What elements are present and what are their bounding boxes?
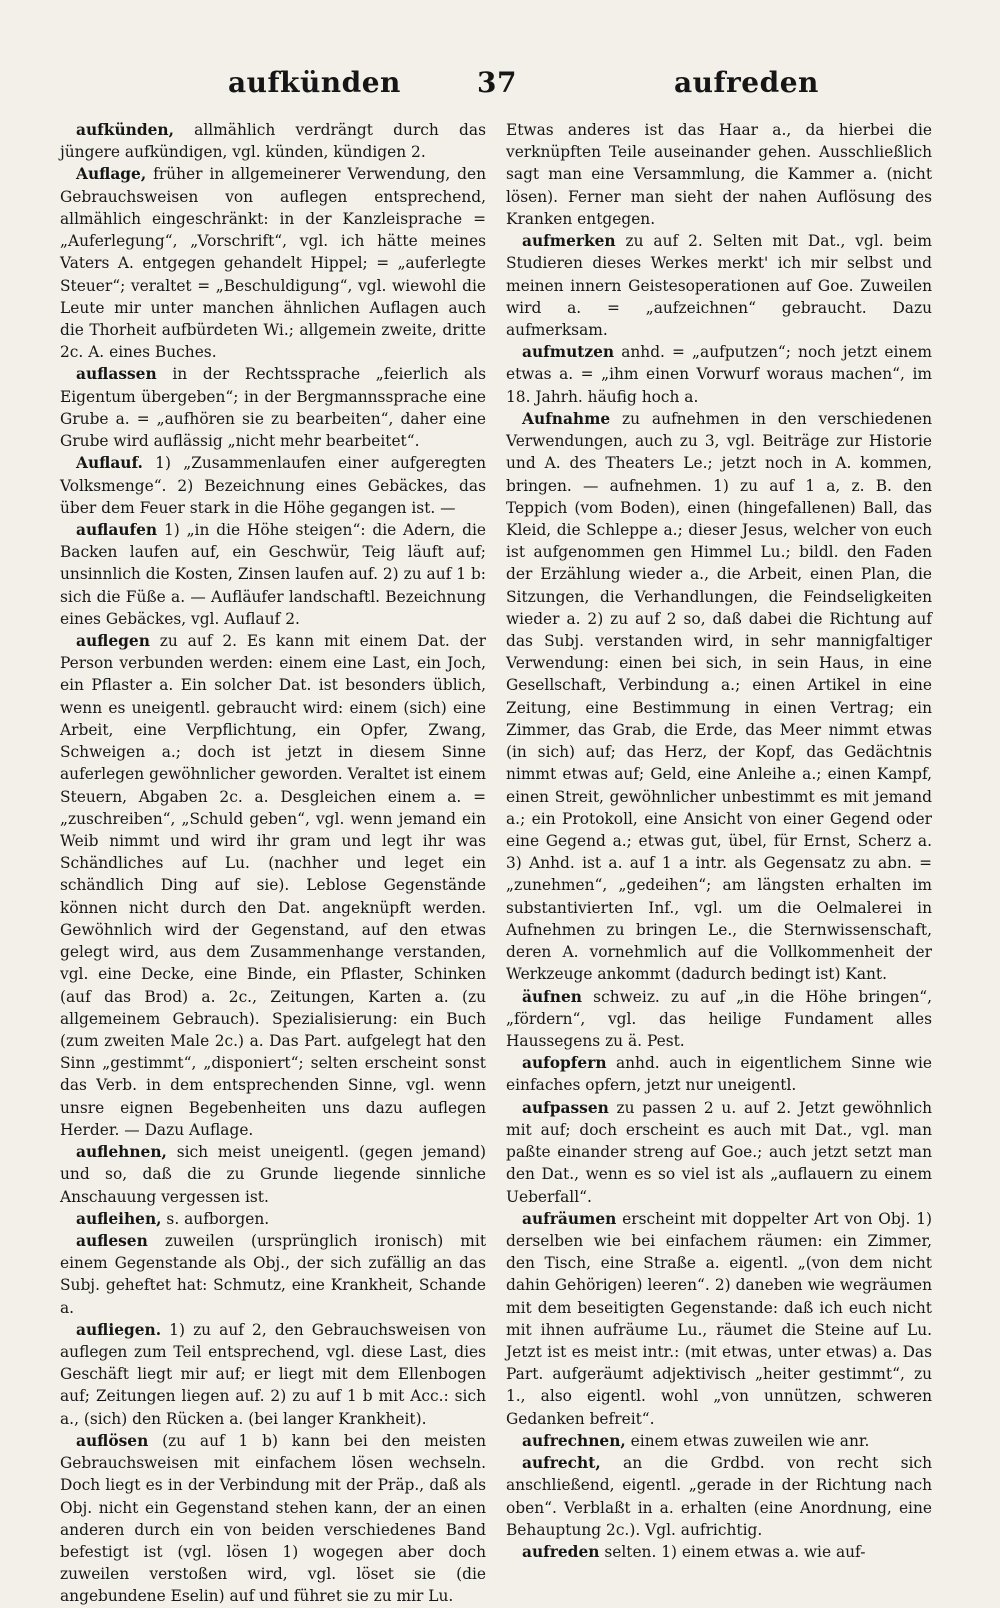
entry-text: 1) „in die Höhe steigen“: die Adern, die Backen laufen auf, ein Geschwür, Teig läuft auf; unsinnlich die Kosten, Zinsen laufen auf. 2) zu auf 1 b: sich die Füße a. — Aufläufer landschaftl. Bezeichnung eines Gebäckes, vgl. Auflauf 2. — [60, 520, 486, 628]
entry-text: zu auf 2. Es kann mit einem Dat. der Person verbunden werden: einem eine Last, ein Joch, ein Pflaster a. Ein solcher Dat. ist besonders üblich, wenn es uneigentl. gebraucht wird: einem (sich) eine Arbeit, eine Verpflichtung, ein Opfer, Zwang, Schweigen a.; doch ist jetzt in diesem Sinne auferlegen gewöhnlicher geworden. Veraltet ist einem Steuern, Abgaben 2c. a. Desgleichen einem a. = „zuschreiben“, „Schuld geben“, vgl. wenn jemand ein Weib nimmt und wird ihr gram und legt ihr was Schändliches auf Lu. (nachher und leget ein schändlich Ding auf sie). Leblose Gegenstände können nicht durch den Dat. angeknüpft werden. Gewöhnlich wird der Gegenstand, auf den etwas gelegt wird, aus dem Zusammenhange verstanden, vgl. eine Decke, eine Binde, ein Pflaster, Schinken (auf das Brod) a. 2c., Zeitungen, Karten a. (zu allgemeinem Gebrauch). Spezialisierung: ein Buch (zum zweiten Male 2c.) a. Das Part. aufgelegt hat den Sinn „gestimmt“, „disponiert“; selten erscheint sonst das Verb. in dem entsprechenden Sinne, vgl. wenn unsre eignen Begebenheiten uns dazu auflegen Herder. — Dazu Auflage. — [60, 632, 486, 1139]
header-right-keyword: aufreden — [674, 66, 819, 99]
entry-text: Etwas anderes ist das Haar a., da hierbei die verknüpften Teile auseinander gehen. Ausschließlich sagt man eine Versammlung, die Kammer a. (nicht lösen). Ferner man sieht der nahen Auflösung des Kranken entgegen. — [506, 121, 932, 228]
entry-aufraeumen — [506, 1208, 932, 1430]
left-column — [60, 119, 486, 1608]
entry-text: 1) zu auf 2, den Gebrauchsweisen von auflegen zum Teil entsprechend, vgl. diese Last, dies Geschäft liegt mir auf; er liegt mit dem Ellenbogen auf; Zeitungen liegen auf. 2) zu auf 1 b mit Acc.: sich a., (sich) den Rücken a. (bei langer Krankheit). — [60, 1320, 486, 1428]
entry-text: zu auf 2. Selten mit Dat., vgl. beim Studieren dieses Werkes merkt' ich mir selbst und meinen innern Geistesoperationen auf Goe. Zuweilen wird a. = „aufzeichnen“ gebraucht. Dazu aufmerksam. — [506, 232, 932, 339]
entry-aufloesen-continued — [506, 119, 932, 230]
entry-text: anhd. auch in eigentlichem Sinne wie einfaches opfern, jetzt nur uneigentl. — [506, 1054, 932, 1095]
entry-aufleihen — [60, 1208, 486, 1230]
entry-text: einem etwas zuweilen wie anr. — [625, 1431, 870, 1450]
entry-text: 1) „Zusammenlaufen einer aufgeregten Volksmenge“. 2) Bezeichnung eines Gebäckes, das über dem Feuer stark in die Höhe gegangen ist. — — [60, 454, 486, 517]
entry-headword: aufreden — [522, 1543, 600, 1561]
entry-headword: aufkünden, — [76, 121, 174, 139]
entry-aufkuenden — [60, 119, 486, 163]
entry-text: an die Grdbd. von recht sich anschließend, eigentl. „gerade in der Richtung nach oben“. Verblaßt in a. erhalten (eine Anordnung, eine Behauptung 2c.). Vgl. aufrichtig. — [506, 1454, 932, 1539]
entry-aufreden — [506, 1541, 932, 1563]
entry-text: selten. 1) einem etwas a. wie auf- — [599, 1543, 866, 1561]
entry-auflesen — [60, 1230, 486, 1319]
running-header — [0, 66, 1000, 106]
entry-headword: äufnen — [522, 987, 582, 1006]
entry-text: erscheint mit doppelter Art von Obj. 1) derselben wie bei einfachem räumen: ein Zimmer, den Tisch, eine Straße a. eigentl. „(von dem nicht dahin Gehörigen) leeren“. 2) daneben wie wegräumen mit dem beseitigten Gegenstande: daß ich euch nicht mit ihnen aufräume Lu., räumet die Steine auf Lu. Jetzt ist es meist intr.: (mit etwas, unter etwas) a. Das Part. aufgeräumt adjektivisch „heiter gestimmt“, zu 1., also eigentl. wohl „von unnützen, schweren Gedanken befreit“. — [506, 1209, 932, 1428]
right-column — [506, 119, 932, 1563]
entry-headword: auflegen — [76, 632, 150, 651]
entry-auflehnen — [60, 1141, 486, 1208]
entry-text: s. aufborgen. — [161, 1209, 270, 1228]
entry-headword: aufrecht, — [522, 1454, 601, 1473]
entry-auflage — [60, 163, 486, 363]
entry-headword: aufrechnen, — [522, 1431, 626, 1450]
entry-aufmutzen — [506, 341, 932, 408]
entry-text: (zu auf 1 b) kann bei den meisten Gebrauchsweisen mit einfachem lösen wechseln. Doch liegt es in der Verbindung mit der Präp., daß als Obj. nicht ein Gegenstand stehen kann, der an einen anderen durch ein von beiden verschiedenes Band befestigt ist (vgl. lösen 1) wogegen aber doch zuweilen verstoßen wird, vgl. löset sie (die angebundene Eselin) auf und führet sie zu mir Lu. — [60, 1431, 486, 1606]
entry-headword: Auflage, — [76, 165, 147, 184]
entry-aufnahme — [506, 408, 932, 986]
entry-headword: Aufnahme — [522, 409, 611, 428]
entry-headword: aufopfern — [522, 1054, 607, 1073]
entry-aufopfern — [506, 1052, 932, 1096]
entry-headword: aufräumen — [522, 1209, 617, 1228]
entry-headword: auflösen — [76, 1431, 149, 1450]
entry-aufrechnen — [506, 1430, 932, 1452]
entry-headword: aufmerken — [522, 232, 616, 251]
entry-text: schweiz. zu auf „in die Höhe bringen“, „fördern“, vgl. das heilige Fundament alles Haussegens zu ä. Pest. — [506, 987, 932, 1050]
entry-aufloesen — [60, 1430, 486, 1608]
entry-headword: aufliegen. — [76, 1320, 162, 1339]
entry-headword: aufpassen — [522, 1098, 609, 1117]
entry-headword: aufleihen, — [76, 1209, 162, 1228]
entry-text: allmählich verdrängt durch das jüngere aufkündigen, vgl. künden, kündigen 2. — [60, 121, 486, 162]
entry-text: zu aufnehmen in den verschiedenen Verwendungen, auch zu 3, vgl. Beiträge zur Historie und A. des Theaters Le.; jetzt noch in A. kommen, bringen. — aufnehmen. 1) zu auf 1 a, z. B. den Teppich (vom Boden), einen (hingefallenen) Ball, das Kleid, die Schleppe a.; dieser Jesus, welcher von euch ist aufgenommen gen Himmel Lu.; bildl. den Faden der Erzählung wieder a., die Arbeit, einen Plan, die Sitzungen, die Verhandlungen, die Feindseligkeiten wieder a. 2) zu auf 2 so, daß dabei die Richtung auf das Subj. verstanden wird, in sehr mannigfaltiger Verwendung: einen bei sich, in sein Haus, in eine Gesellschaft, Verbindung a.; einen Artikel in eine Zeitung, eine Bestimmung in einen Vertrag; ein Zimmer, das Grab, die Erde, das Meer nimmt etwas (in sich) auf; das Herz, der Kopf, das Gedächtnis nimmt etwas auf; Geld, eine Anleihe a.; einen Kampf, einen Streit, gewöhnlicher unbestimmt es mit jemand a.; ein Protokoll, eine Ansicht von einer Gegend oder eine Gegend a.; etwas gut, übel, für Ernst, Scherz a. 3) Anhd. ist a. auf 1 a intr. als Gegensatz zu abn. = „zunehmen“, „gedeihen“; am längsten erhalten im substantivierten Inf., vgl. um die Oelmalerei in Aufnehmen zu bringen Le., die Sternwissenschaft, deren A. vornehmlich auf die Vollkommenheit der Werkzeuge ankommt (dadurch bedingt ist) Kant. — [506, 409, 932, 984]
entry-text: zu passen 2 u. auf 2. Jetzt gewöhnlich mit auf; doch erscheint es auch mit Dat., vgl. man paßte einander streng auf Goe.; auch jetzt setzt man den Dat., wenn es so viel ist als „auflauern zu einem Ueberfall“. — [506, 1098, 932, 1206]
entry-aufrecht — [506, 1452, 932, 1541]
entry-headword: auflesen — [76, 1231, 148, 1250]
entry-headword: auflaufen — [76, 520, 158, 539]
page-number: 37 — [477, 66, 517, 99]
entry-auflegen — [60, 630, 486, 1141]
entry-headword: auflehnen, — [76, 1143, 167, 1162]
entry-aufliegen — [60, 1319, 486, 1430]
entry-text: sich meist uneigentl. (gegen jemand) und so, daß die zu Grunde liegende sinnliche Anschauung vergessen ist. — [60, 1143, 486, 1206]
entry-headword: Auflauf. — [76, 454, 143, 473]
entry-text: in der Rechtssprache „feierlich als Eigentum übergeben“; in der Bergmannssprache eine Grube a. = „aufhören sie zu bearbeiten“, daher eine Grube wird auflässig „nicht mehr bearbeitet“. — [60, 365, 486, 451]
entry-text: zuweilen (ursprünglich ironisch) mit einem Gegenstande als Obj., der sich zufällig an das Subj. geheftet hat: Schmutz, eine Krankheit, Schande a. — [60, 1231, 486, 1317]
entry-headword: aufmutzen — [522, 343, 615, 362]
entry-auflaufen — [60, 519, 486, 630]
entry-aeufnen — [506, 986, 932, 1053]
entry-aufpassen — [506, 1097, 932, 1208]
entry-text: anhd. = „aufputzen“; noch jetzt einem etwas a. = „ihm einen Vorwurf woraus machen“, im 18. Jahrh. häufig hoch a. — [506, 343, 932, 406]
entry-aufmerken — [506, 230, 932, 341]
entry-text: früher in allgemeinerer Verwendung, den Gebrauchsweisen von auflegen entsprechend, allmählich eingeschränkt: in der Kanzleisprache = „Auferlegung“, „Vorschrift“, vgl. ich hätte meines Vaters A. entgegen gehandelt Hippel; = „auferlegte Steuer“; veraltet = „Beschuldigung“, vgl. wiewohl die Leute mir unter manchen ähnlichen Auflagen auch die Thorheit aufbürdeten Wi.; allgemein zweite, dritte 2c. A. eines Buches. — [60, 165, 486, 362]
entry-auflassen — [60, 363, 486, 452]
header-left-keyword: aufkünden — [228, 66, 401, 99]
entry-auflauf — [60, 452, 486, 519]
entry-headword: auflassen — [76, 365, 157, 384]
